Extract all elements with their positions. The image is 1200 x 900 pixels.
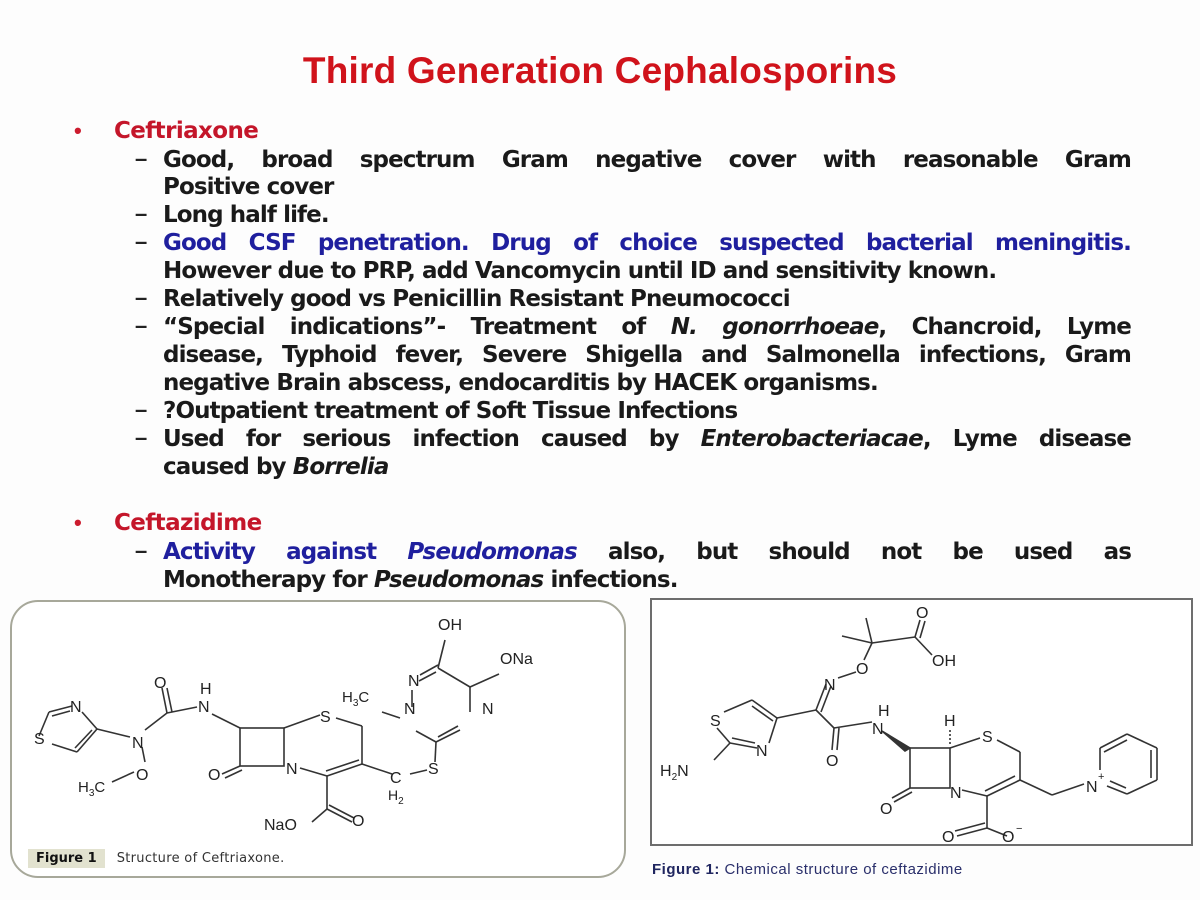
list-item-line: Good, broad spectrum Gram negative cover with reasonable Gram xyxy=(163,147,1131,173)
list-item-line: However due to PRP, add Vancomycin until ID and sensitivity known. xyxy=(163,258,997,284)
svg-text:O: O xyxy=(826,753,839,770)
svg-text:N: N xyxy=(286,761,298,778)
svg-text:H2: $H_2$ xyxy=(388,787,404,807)
list-item-line: Long half life. xyxy=(163,202,329,228)
list-item-line: ?Outpatient treatment of Soft Tissue Infections xyxy=(163,398,738,424)
list-item-line: Monotherapy for Pseudomonas infections. xyxy=(163,567,678,593)
svg-text:ONa: ONa xyxy=(500,651,533,668)
section-heading-ceftazidime: Ceftazidime xyxy=(114,510,262,536)
svg-text:S: S xyxy=(982,729,993,746)
svg-text:N: N xyxy=(70,699,82,716)
section-heading-ceftriaxone: Ceftriaxone xyxy=(114,118,259,144)
svg-text:H: H xyxy=(878,703,890,720)
svg-text:N: N xyxy=(950,785,962,802)
svg-text:N: N xyxy=(872,721,884,738)
svg-text:OH: OH xyxy=(438,617,462,634)
svg-text:O: O xyxy=(916,605,929,622)
svg-text:NaO: NaO xyxy=(264,817,297,834)
svg-text:−: − xyxy=(1016,823,1023,835)
svg-text:H: H xyxy=(200,681,212,698)
svg-text:N: N xyxy=(132,735,144,752)
svg-text:C: C xyxy=(390,770,402,787)
svg-text:H3C: $H_3C$ xyxy=(78,779,106,799)
list-item-line: disease, Typhoid fever, Severe Shigella and Salmonella infections, Gram xyxy=(163,342,1131,368)
dash-icon: – xyxy=(135,538,148,563)
bullet-icon: • xyxy=(74,510,82,535)
svg-text:+: + xyxy=(1098,771,1105,783)
ceftriaxone-structure-diagram xyxy=(12,602,624,876)
dash-icon: – xyxy=(135,425,148,450)
svg-text:O: O xyxy=(856,661,869,678)
list-item-line: Positive cover xyxy=(163,174,334,200)
list-item-line: Used for serious infection caused by Enterobacteriacae, Lyme disease xyxy=(163,426,1131,452)
ceftazidime-structure-diagram xyxy=(652,600,1191,844)
list-item-line: Relatively good vs Penicillin Resistant Pneumococci xyxy=(163,286,790,312)
svg-text:OH: OH xyxy=(932,653,956,670)
svg-text:N: N xyxy=(1086,779,1098,796)
svg-text:N: N xyxy=(756,743,768,760)
list-item-line-highlight: Good CSF penetration. Drug of choice suspected bacterial meningitis. xyxy=(163,230,1131,256)
figure-ceftazidime xyxy=(650,598,1193,846)
svg-text:N: N xyxy=(408,673,420,690)
figure-ceftriaxone xyxy=(10,600,626,878)
svg-text:O: O xyxy=(1002,829,1015,844)
figure-caption-ceftriaxone xyxy=(28,849,285,868)
figure-tag: Figure 1: xyxy=(652,861,720,878)
dash-icon: – xyxy=(135,397,148,422)
svg-text:S: S xyxy=(320,709,331,726)
svg-text:H: H xyxy=(944,713,956,730)
svg-text:N: N xyxy=(198,699,210,716)
list-item-line: caused by Borrelia xyxy=(163,454,389,480)
svg-text:O: O xyxy=(136,767,149,784)
figure-caption-text: Structure of Ceftriaxone. xyxy=(116,851,285,866)
figure-tag: Figure 1 xyxy=(28,849,105,868)
svg-text:S: S xyxy=(428,761,439,778)
svg-text:O: O xyxy=(880,801,893,818)
svg-text:H2N: $H_2N$ xyxy=(660,763,689,783)
svg-text:O: O xyxy=(154,675,167,692)
dash-icon: – xyxy=(135,285,148,310)
list-item-line: “Special indications”- Treatment of N. gonorrhoeae, Chancroid, Lyme xyxy=(163,314,1131,340)
figure-caption-text: Chemical structure of ceftazidime xyxy=(719,861,963,878)
svg-text:H3C: $H_3C$ xyxy=(342,689,370,709)
dash-icon: – xyxy=(135,313,148,338)
figure-caption-ceftazidime xyxy=(652,861,963,878)
svg-text:O: O xyxy=(942,829,955,844)
list-item-line: negative Brain abscess, endocarditis by HACEK organisms. xyxy=(163,370,878,396)
list-item-line: Activity against Pseudomonas also, but should not be used as xyxy=(163,539,1131,565)
slide-title: Third Generation Cephalosporins xyxy=(302,50,898,91)
svg-text:N: N xyxy=(482,701,494,718)
svg-text:S: S xyxy=(34,731,45,748)
dash-icon: – xyxy=(135,146,148,171)
svg-text:O: O xyxy=(208,767,221,784)
svg-text:N: N xyxy=(824,677,836,694)
svg-text:O: O xyxy=(352,813,365,830)
dash-icon: – xyxy=(135,229,148,254)
dash-icon: – xyxy=(135,201,148,226)
bullet-icon: • xyxy=(74,118,82,143)
svg-text:N: N xyxy=(404,701,416,718)
svg-text:S: S xyxy=(710,713,721,730)
